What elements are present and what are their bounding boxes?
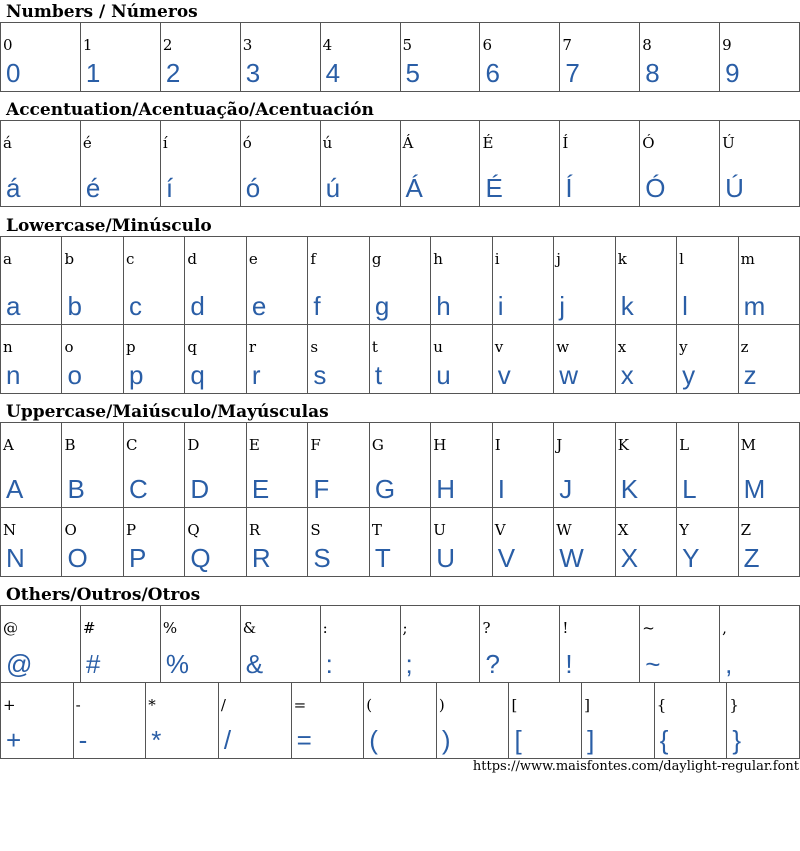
- glyph-label: j: [556, 250, 561, 268]
- glyph-label: Ú: [722, 134, 735, 152]
- glyph-label: g: [371, 250, 382, 268]
- glyph-label: ): [438, 696, 445, 714]
- glyph-cell: [739, 325, 800, 393]
- glyph-label: E: [248, 436, 260, 454]
- glyph-label: ;: [402, 619, 408, 637]
- glyph-label: L: [679, 436, 690, 454]
- glyph-label: #: [82, 619, 96, 637]
- glyph-sample: C: [128, 474, 148, 504]
- glyph-sample: W: [559, 543, 584, 573]
- glyph-cell: [739, 508, 800, 576]
- glyph-cell: [62, 237, 123, 324]
- glyph-cell: [677, 325, 738, 393]
- glyph-label: k: [617, 250, 627, 268]
- glyph-sample: k: [620, 291, 634, 321]
- glyph-cell: [321, 121, 401, 206]
- glyph-cell: [308, 423, 369, 507]
- glyph-cell: [727, 683, 800, 758]
- glyph-cell: [401, 606, 481, 682]
- glyph-sample: é: [85, 173, 101, 203]
- glyph-label: O: [64, 521, 77, 539]
- glyph-sample: Í: [565, 173, 573, 203]
- glyph-cell: [493, 237, 554, 324]
- glyph-row: [0, 422, 800, 508]
- glyph-cell: [185, 325, 246, 393]
- glyph-label: z: [740, 338, 749, 356]
- glyph-label: e: [248, 250, 258, 268]
- glyph-label: y: [679, 338, 688, 356]
- glyph-label: 6: [482, 36, 492, 54]
- glyph-cell: [1, 325, 62, 393]
- glyph-label: q: [187, 338, 198, 356]
- glyph-label: r: [248, 338, 257, 356]
- glyph-label: Z: [740, 521, 752, 539]
- glyph-cell: [1, 121, 81, 206]
- glyph-cell: [370, 325, 431, 393]
- section-heading-numbers: Numbers / Números: [6, 2, 198, 22]
- glyph-label: -: [75, 696, 81, 714]
- glyph-cell: [62, 423, 123, 507]
- glyph-label: u: [433, 338, 443, 356]
- glyph-sample: J: [559, 474, 573, 504]
- glyph-cell: [616, 508, 677, 576]
- glyph-cell: [370, 508, 431, 576]
- glyph-label: [: [511, 696, 518, 714]
- glyph-row: [0, 682, 800, 759]
- glyph-cell: [62, 508, 123, 576]
- glyph-row: [0, 324, 800, 394]
- glyph-label: M: [740, 436, 756, 454]
- glyph-cell: [81, 121, 161, 206]
- glyph-cell: [493, 423, 554, 507]
- glyph-cell: [185, 423, 246, 507]
- glyph-sample: g: [374, 291, 390, 321]
- glyph-sample: e: [251, 291, 267, 321]
- glyph-cell: [720, 121, 800, 206]
- glyph-cell: [677, 508, 738, 576]
- glyph-cell: [431, 423, 492, 507]
- glyph-sample: 0: [6, 58, 21, 88]
- glyph-sample: v: [497, 360, 511, 390]
- glyph-label: é: [82, 134, 92, 152]
- glyph-cell: [161, 23, 241, 91]
- glyph-sample: ?: [485, 649, 500, 679]
- glyph-cell: [1, 23, 81, 91]
- glyph-label: I: [494, 436, 501, 454]
- section-heading-uppercase: Uppercase/Maiúsculo/Mayúsculas: [6, 402, 329, 422]
- glyph-label: :: [322, 619, 328, 637]
- glyph-cell: [241, 121, 321, 206]
- glyph-label: B: [64, 436, 76, 454]
- glyph-sample: s: [313, 360, 327, 390]
- glyph-sample: ;: [405, 649, 413, 679]
- glyph-sample: 7: [565, 58, 580, 88]
- glyph-sample: 4: [325, 58, 341, 88]
- glyph-label: %: [162, 619, 178, 637]
- glyph-label: P: [125, 521, 137, 539]
- glyph-row: [0, 507, 800, 577]
- glyph-sample: a: [6, 291, 21, 321]
- glyph-label: ?: [482, 619, 491, 637]
- glyph-label: á: [3, 134, 12, 152]
- glyph-label: J: [556, 436, 563, 454]
- glyph-sample: D: [190, 474, 210, 504]
- glyph-sample: G: [374, 474, 396, 504]
- glyph-label: s: [310, 338, 319, 356]
- glyph-sample: U: [436, 543, 456, 573]
- glyph-cell: [1, 237, 62, 324]
- glyph-label: S: [310, 521, 321, 539]
- glyph-label: 5: [402, 36, 413, 54]
- glyph-cell: [616, 325, 677, 393]
- glyph-label: T: [371, 521, 382, 539]
- glyph-cell: [185, 237, 246, 324]
- glyph-sample: l: [682, 291, 688, 321]
- glyph-cell: [1, 683, 74, 758]
- glyph-sample: S: [313, 543, 331, 573]
- glyph-cell: [308, 508, 369, 576]
- source-url: https://www.maisfontes.com/daylight-regular.font: [472, 759, 799, 774]
- glyph-sample: *: [151, 725, 162, 755]
- glyph-sample: -: [78, 725, 88, 755]
- glyph-label: +: [3, 696, 16, 714]
- glyph-sample: ~: [645, 649, 661, 679]
- glyph-label: í: [162, 134, 168, 152]
- glyph-cell: [370, 423, 431, 507]
- glyph-label: H: [433, 436, 447, 454]
- glyph-sample: I: [497, 474, 505, 504]
- glyph-sample: p: [128, 360, 144, 390]
- glyph-cell: [62, 325, 123, 393]
- glyph-sample: 1: [85, 58, 101, 88]
- glyph-sample: K: [620, 474, 639, 504]
- glyph-label: Í: [562, 134, 569, 152]
- glyph-cell: [720, 23, 800, 91]
- glyph-sample: Ú: [725, 173, 744, 203]
- glyph-label: @: [3, 619, 18, 637]
- glyph-sample: n: [6, 360, 21, 390]
- glyph-label: c: [125, 250, 135, 268]
- glyph-label: b: [64, 250, 75, 268]
- glyph-sample: c: [128, 291, 142, 321]
- glyph-sample: á: [6, 173, 21, 203]
- glyph-label: 4: [322, 36, 333, 54]
- glyph-cell: [219, 683, 292, 758]
- glyph-cell: [560, 121, 640, 206]
- glyph-cell: [677, 237, 738, 324]
- glyph-label: 9: [722, 36, 732, 54]
- glyph-cell: [640, 121, 720, 206]
- glyph-label: 3: [242, 36, 253, 54]
- glyph-cell: [370, 237, 431, 324]
- glyph-cell: [247, 325, 308, 393]
- glyph-sample: N: [6, 543, 25, 573]
- glyph-label: 0: [3, 36, 13, 54]
- glyph-sample: Y: [682, 543, 700, 573]
- glyph-label: l: [679, 250, 684, 268]
- glyph-label: D: [187, 436, 200, 454]
- glyph-sample: @: [6, 649, 33, 679]
- glyph-sample: F: [313, 474, 330, 504]
- glyph-sample: i: [497, 291, 504, 321]
- glyph-sample: L: [682, 474, 697, 504]
- glyph-cell: [616, 237, 677, 324]
- glyph-sample: r: [251, 360, 261, 390]
- glyph-label: K: [617, 436, 629, 454]
- glyph-cell: [655, 683, 728, 758]
- glyph-label: !: [562, 619, 569, 637]
- glyph-label: {: [656, 696, 667, 714]
- glyph-label: Y: [679, 521, 690, 539]
- glyph-sample: b: [67, 291, 82, 321]
- glyph-cell: [554, 237, 615, 324]
- glyph-cell: [431, 237, 492, 324]
- glyph-label: v: [494, 338, 504, 356]
- glyph-sample: 3: [245, 58, 261, 88]
- glyph-sample: (: [369, 725, 378, 755]
- glyph-sample: =: [296, 725, 312, 755]
- glyph-sample: o: [67, 360, 82, 390]
- glyph-label: *: [148, 696, 156, 714]
- section-heading-lowercase: Lowercase/Minúsculo: [6, 216, 212, 236]
- glyph-row: [0, 605, 800, 683]
- glyph-cell: [480, 606, 560, 682]
- glyph-sample: Z: [743, 543, 760, 573]
- glyph-cell: [431, 325, 492, 393]
- glyph-sample: :: [325, 649, 333, 679]
- glyph-label: Á: [402, 134, 414, 152]
- glyph-label: R: [248, 521, 261, 539]
- glyph-label: A: [3, 436, 14, 454]
- glyph-cell: [241, 606, 321, 682]
- glyph-label: C: [125, 436, 138, 454]
- glyph-cell: [554, 325, 615, 393]
- glyph-cell: [677, 423, 738, 507]
- glyph-sample: w: [559, 360, 578, 390]
- glyph-label: p: [125, 338, 136, 356]
- glyph-sample: H: [436, 474, 456, 504]
- glyph-cell: [308, 325, 369, 393]
- glyph-sample: u: [436, 360, 451, 390]
- glyph-label: 7: [562, 36, 572, 54]
- glyph-sample: z: [743, 360, 757, 390]
- glyph-cell: [308, 237, 369, 324]
- glyph-cell: [364, 683, 437, 758]
- glyph-label: m: [740, 250, 755, 268]
- glyph-cell: [560, 606, 640, 682]
- glyph-label: &: [242, 619, 257, 637]
- glyph-cell: [480, 121, 560, 206]
- glyph-cell: [480, 23, 560, 91]
- glyph-label: x: [617, 338, 627, 356]
- glyph-sample: E: [251, 474, 270, 504]
- glyph-label: W: [556, 521, 572, 539]
- glyph-label: f: [310, 250, 316, 268]
- glyph-cell: [161, 606, 241, 682]
- glyph-label: Q: [187, 521, 200, 539]
- glyph-cell: [124, 237, 185, 324]
- glyph-label: ,: [722, 619, 727, 637]
- glyph-cell: [321, 606, 401, 682]
- glyph-cell: [146, 683, 219, 758]
- glyph-label: F: [310, 436, 321, 454]
- glyph-label: N: [3, 521, 17, 539]
- glyph-sample: j: [559, 291, 565, 321]
- glyph-label: Ó: [642, 134, 655, 152]
- glyph-cell: [640, 606, 720, 682]
- glyph-cell: [124, 423, 185, 507]
- glyph-sample: f: [313, 291, 321, 321]
- glyph-sample: R: [251, 543, 271, 573]
- glyph-cell: [437, 683, 510, 758]
- glyph-cell: [81, 23, 161, 91]
- glyph-sample: h: [436, 291, 451, 321]
- glyph-sample: M: [743, 474, 766, 504]
- glyph-sample: X: [620, 543, 639, 573]
- glyph-cell: [247, 508, 308, 576]
- glyph-cell: [431, 508, 492, 576]
- glyph-sample: q: [190, 360, 205, 390]
- glyph-sample: %: [165, 649, 189, 679]
- glyph-sample: É: [485, 173, 503, 203]
- glyph-label: É: [482, 134, 494, 152]
- glyph-cell: [616, 423, 677, 507]
- glyph-cell: [124, 325, 185, 393]
- glyph-sample: /: [223, 725, 232, 755]
- glyph-label: ]: [584, 696, 590, 714]
- glyph-sample: Á: [405, 173, 423, 203]
- glyph-cell: [401, 121, 481, 206]
- glyph-sample: {: [659, 725, 669, 755]
- glyph-cell: [81, 606, 161, 682]
- glyph-label: ó: [242, 134, 252, 152]
- glyph-cell: [1, 423, 62, 507]
- glyph-label: t: [371, 338, 378, 356]
- glyph-label: ~: [642, 619, 655, 637]
- glyph-sample: ): [441, 725, 451, 755]
- glyph-sample: T: [374, 543, 391, 573]
- glyph-label: /: [220, 696, 226, 714]
- glyph-cell: [247, 423, 308, 507]
- glyph-label: =: [293, 696, 307, 714]
- section-heading-accentuation: Accentuation/Acentuação/Acentuación: [6, 100, 374, 120]
- glyph-label: w: [556, 338, 570, 356]
- glyph-sample: 6: [485, 58, 500, 88]
- glyph-sample: A: [6, 474, 24, 504]
- glyph-sample: }: [732, 725, 742, 755]
- glyph-sample: Q: [190, 543, 211, 573]
- glyph-label: a: [3, 250, 12, 268]
- glyph-label: V: [494, 521, 506, 539]
- glyph-label: U: [433, 521, 446, 539]
- glyph-sample: ó: [245, 173, 261, 203]
- glyph-cell: [1, 508, 62, 576]
- glyph-sample: 8: [645, 58, 660, 88]
- glyph-sample: 9: [725, 58, 740, 88]
- glyph-sample: d: [190, 291, 205, 321]
- glyph-label: X: [617, 521, 629, 539]
- glyph-label: ú: [322, 134, 333, 152]
- glyph-cell: [720, 606, 800, 682]
- glyph-cell: [554, 423, 615, 507]
- glyph-cell: [241, 23, 321, 91]
- glyph-cell: [161, 121, 241, 206]
- glyph-cell: [74, 683, 147, 758]
- section-heading-others: Others/Outros/Otros: [6, 585, 201, 605]
- glyph-label: h: [433, 250, 443, 268]
- glyph-cell: [1, 606, 81, 682]
- glyph-label: 1: [82, 36, 93, 54]
- glyph-sample: B: [67, 474, 85, 504]
- glyph-sample: ]: [587, 725, 595, 755]
- glyph-label: i: [494, 250, 500, 268]
- glyph-row: [0, 236, 800, 325]
- glyph-cell: [401, 23, 481, 91]
- glyph-label: d: [187, 250, 198, 268]
- glyph-sample: !: [565, 649, 573, 679]
- glyph-cell: [493, 325, 554, 393]
- glyph-cell: [560, 23, 640, 91]
- glyph-cell: [640, 23, 720, 91]
- glyph-label: 8: [642, 36, 652, 54]
- glyph-label: o: [64, 338, 74, 356]
- glyph-sample: [: [514, 725, 522, 755]
- glyph-sample: y: [682, 360, 696, 390]
- glyph-sample: ,: [725, 649, 733, 679]
- glyph-row: [0, 22, 800, 92]
- glyph-sample: ú: [325, 173, 341, 203]
- glyph-sample: #: [85, 649, 101, 679]
- glyph-cell: [582, 683, 655, 758]
- glyph-cell: [554, 508, 615, 576]
- glyph-label: 2: [162, 36, 173, 54]
- glyph-sample: O: [67, 543, 88, 573]
- glyph-sample: t: [374, 360, 383, 390]
- glyph-label: }: [729, 696, 739, 714]
- glyph-sample: V: [497, 543, 516, 573]
- glyph-cell: [292, 683, 365, 758]
- glyph-label: G: [371, 436, 384, 454]
- glyph-sample: +: [6, 725, 22, 755]
- glyph-sample: 5: [405, 58, 420, 88]
- glyph-cell: [321, 23, 401, 91]
- glyph-cell: [739, 237, 800, 324]
- glyph-cell: [185, 508, 246, 576]
- glyph-cell: [509, 683, 582, 758]
- glyph-row: [0, 120, 800, 207]
- glyph-label: n: [3, 338, 13, 356]
- glyph-sample: m: [743, 291, 766, 321]
- glyph-label: (: [366, 696, 373, 714]
- glyph-sample: x: [620, 360, 634, 390]
- glyph-cell: [739, 423, 800, 507]
- glyph-sample: &: [245, 649, 264, 679]
- glyph-sample: Ó: [645, 173, 666, 203]
- glyph-cell: [124, 508, 185, 576]
- glyph-cell: [247, 237, 308, 324]
- glyph-cell: [493, 508, 554, 576]
- glyph-sample: P: [128, 543, 147, 573]
- glyph-sample: í: [165, 173, 174, 203]
- glyph-sample: 2: [165, 58, 181, 88]
